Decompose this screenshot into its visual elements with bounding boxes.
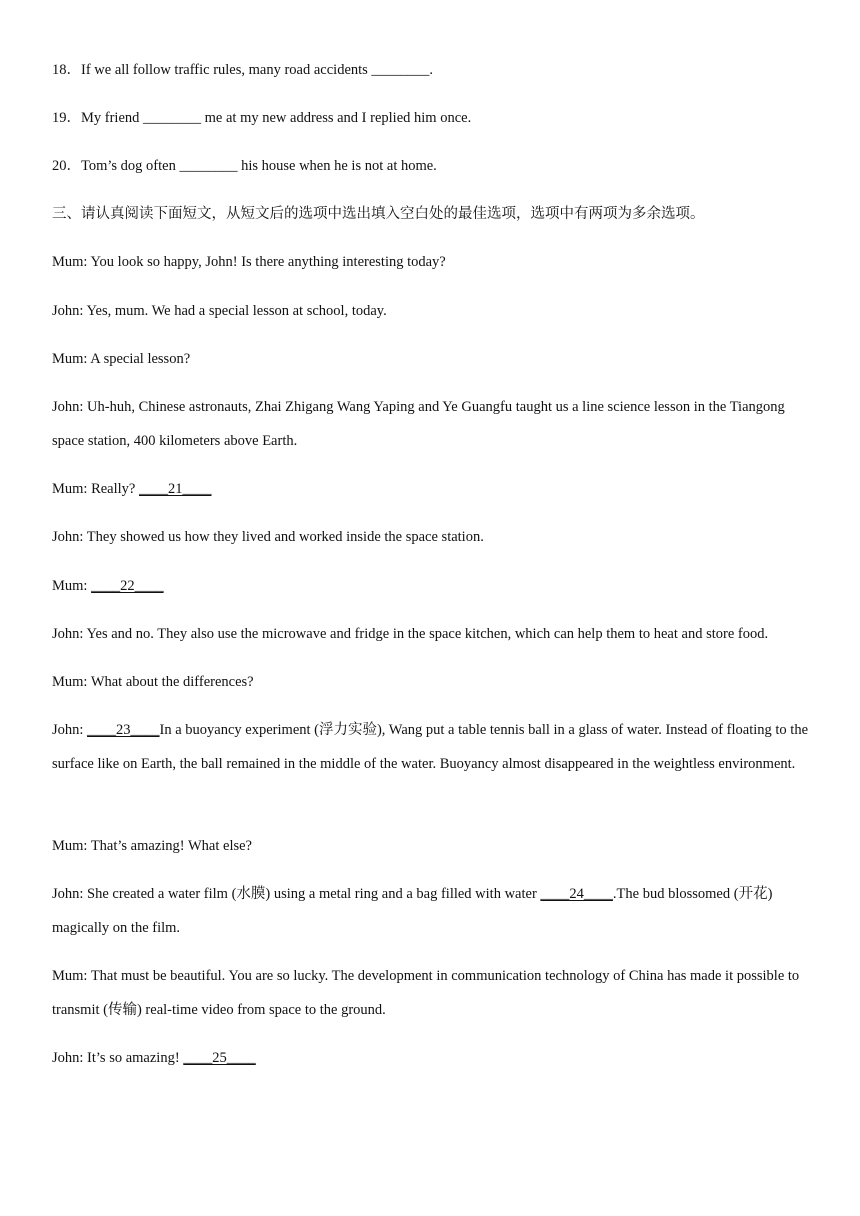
dialogue-line: Mum: You look so happy, John! Is there anything interesting today? (52, 254, 446, 270)
dialogue-text: John: It’s so amazing! (52, 1050, 184, 1066)
dialogue-line: Mum: That’s amazing! What else? (52, 838, 252, 854)
question-number: 19． (52, 110, 81, 126)
dialogue-line (52, 480, 212, 498)
dialogue-paragraph: John: Uh-huh, Chinese astronauts, Zhai Zhigang Wang Yaping and Ye Guangfu taught us a line science lesson in the Tiangong space station, 400 kilometers above Earth. (52, 399, 785, 449)
dialogue-text: .The bud blossomed (开花) magically on the film. (52, 886, 773, 936)
dialogue-line (52, 1049, 256, 1067)
dialogue-line: Mum: What about the differences? (52, 674, 254, 690)
dialogue-line: John: They showed us how they lived and worked inside the space station. (52, 529, 484, 545)
dialogue-text: Mum: Really? (52, 481, 139, 497)
question-20 (52, 157, 437, 175)
dialogue-paragraph (52, 713, 812, 781)
blank-24: ____24____ (540, 886, 613, 902)
question-number: 20． (52, 158, 81, 174)
blank-21: ____21____ (139, 481, 212, 497)
dialogue-paragraph: Mum: That must be beautiful. You are so lucky. The development in communication technology of China has made it possible to transmit (传输) real-time video from space to the ground. (52, 968, 800, 1018)
question-19 (52, 109, 471, 127)
dialogue-text: John: (52, 722, 88, 738)
dialogue-text: In a buoyancy experiment (浮力实验), Wang put a table tennis ball in a glass of water. Instead of floating to the surface like on Earth, the ball remained in the middle of the water. Buoyancy almost disappeared in the weightless environment. (52, 722, 809, 772)
question-number: 18． (52, 62, 81, 78)
dialogue-line (52, 577, 164, 595)
blank-25: ____25____ (183, 1050, 256, 1066)
dialogue-text: John: She created a water film (水膜) using a metal ring and a bag filled with water (52, 886, 541, 902)
dialogue-line: John: Yes, mum. We had a special lesson at school, today. (52, 303, 387, 319)
dialogue-text: Mum: (52, 578, 92, 594)
question-text: If we all follow traffic rules, many road accidents ________. (81, 62, 434, 78)
blank-23: ____23____ (87, 722, 160, 738)
dialogue-line: Mum: A special lesson? (52, 351, 191, 367)
question-18 (52, 61, 433, 79)
question-text: My friend ________ me at my new address and I replied him once. (81, 110, 472, 126)
dialogue-line: John: Yes and no. They also use the microwave and fridge in the space kitchen, which can help them to heat and store food. (52, 626, 769, 642)
question-text: Tom’s dog often ________ his house when he is not at home. (81, 158, 437, 174)
dialogue-paragraph (52, 877, 812, 945)
blank-22: ____22____ (91, 578, 164, 594)
section-3-instruction: 三、请认真阅读下面短文，从短文后的选项中选出填入空白处的最佳选项，选项中有两项为多余选项。 (52, 206, 705, 222)
